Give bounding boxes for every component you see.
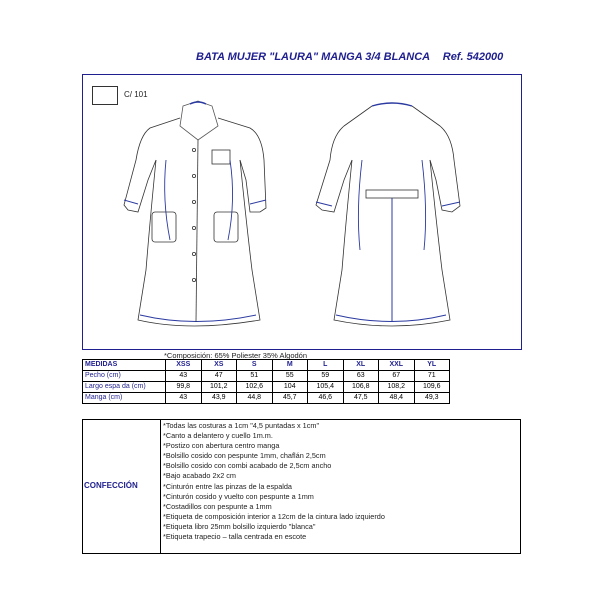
table-row — [83, 382, 450, 393]
size-header: XS — [201, 360, 237, 371]
list-item: *Etiqueta trapecio – talla centrada en escote — [163, 532, 307, 542]
size-header: S — [237, 360, 273, 371]
table-cell: 106,8 — [343, 382, 379, 393]
list-item: *Etiqueta de composición interior a 12cm de la cintura lado izquierdo — [163, 511, 385, 521]
table-row — [83, 371, 450, 382]
section-divider — [160, 419, 161, 553]
table-cell: 47 — [201, 371, 237, 382]
measurements-table — [82, 359, 450, 404]
list-item: *Todas las costuras a 1cm "4,5 puntadas x 1cm" — [163, 421, 320, 430]
reference-number: Ref. 542000 — [442, 51, 504, 63]
table-cell: 59 — [308, 371, 344, 382]
table-cell: 55 — [272, 371, 308, 382]
list-item: *Canto a delantero y cuello 1m.m. — [163, 431, 273, 441]
measurements-header: MEDIDAS — [83, 360, 166, 371]
list-item: *Bolsillo cosido con combi acabado de 2,5cm ancho — [163, 461, 332, 471]
table-cell: 46,6 — [308, 393, 344, 404]
table-cell: 43 — [166, 393, 202, 404]
size-header: XL — [343, 360, 379, 371]
size-header: XXL — [379, 360, 415, 371]
table-cell: 47,5 — [343, 393, 379, 404]
list-item: *Postizo con abertura centro manga — [163, 441, 280, 451]
table-cell: 45,7 — [272, 393, 308, 404]
size-header: M — [272, 360, 308, 371]
table-cell: 104 — [272, 382, 308, 393]
table-cell: 43,9 — [201, 393, 237, 404]
row-label: Largo espa da (cm) — [83, 382, 166, 393]
table-cell: 101,2 — [201, 382, 237, 393]
table-cell: 71 — [414, 371, 450, 382]
size-header: YL — [414, 360, 450, 371]
table-row — [83, 393, 450, 404]
table-cell: 63 — [343, 371, 379, 382]
confection-instructions — [163, 421, 385, 542]
table-cell: 102,6 — [237, 382, 273, 393]
composition-note: *Composición: 65% Poliester 35% Algodón — [164, 351, 308, 360]
table-cell: 43 — [166, 371, 202, 382]
front-view-drawing — [124, 101, 266, 326]
list-item: *Bajo acabado 2x2 cm — [163, 471, 237, 481]
list-item: *Cinturón entre las pinzas de la espalda — [163, 481, 292, 491]
size-header: XSS — [166, 360, 202, 371]
back-view-drawing — [316, 103, 460, 326]
table-cell: 105,4 — [308, 382, 344, 393]
table-cell: 48,4 — [379, 393, 415, 404]
table-cell: 67 — [379, 371, 415, 382]
list-item: *Costadillos con pespunte a 1mm — [163, 501, 272, 511]
table-cell: 44,8 — [237, 393, 273, 404]
table-cell: 99,8 — [166, 382, 202, 393]
row-label: Pecho (cm) — [83, 371, 166, 382]
color-code-label: C/ 101 — [124, 90, 148, 99]
table-header-row — [83, 360, 450, 371]
list-item: *Etiqueta libro 25mm bolsillo izquierdo "blanca" — [163, 521, 316, 531]
table-cell: 49,3 — [414, 393, 450, 404]
size-header: L — [308, 360, 344, 371]
row-label: Manga (cm) — [83, 393, 166, 404]
table-cell: 108,2 — [379, 382, 415, 393]
table-cell: 51 — [237, 371, 273, 382]
list-item: *Bolsillo cosido con pespunte 1mm, chaflán 2,5cm — [163, 451, 326, 461]
table-cell: 109,6 — [414, 382, 450, 393]
list-item: *Cinturón cosido y vuelto con pespunte a 1mm — [163, 491, 314, 501]
confection-label: CONFECCIÓN — [84, 481, 138, 490]
garment-name: BATA MUJER "LAURA" MANGA 3/4 BLANCA — [196, 51, 430, 63]
